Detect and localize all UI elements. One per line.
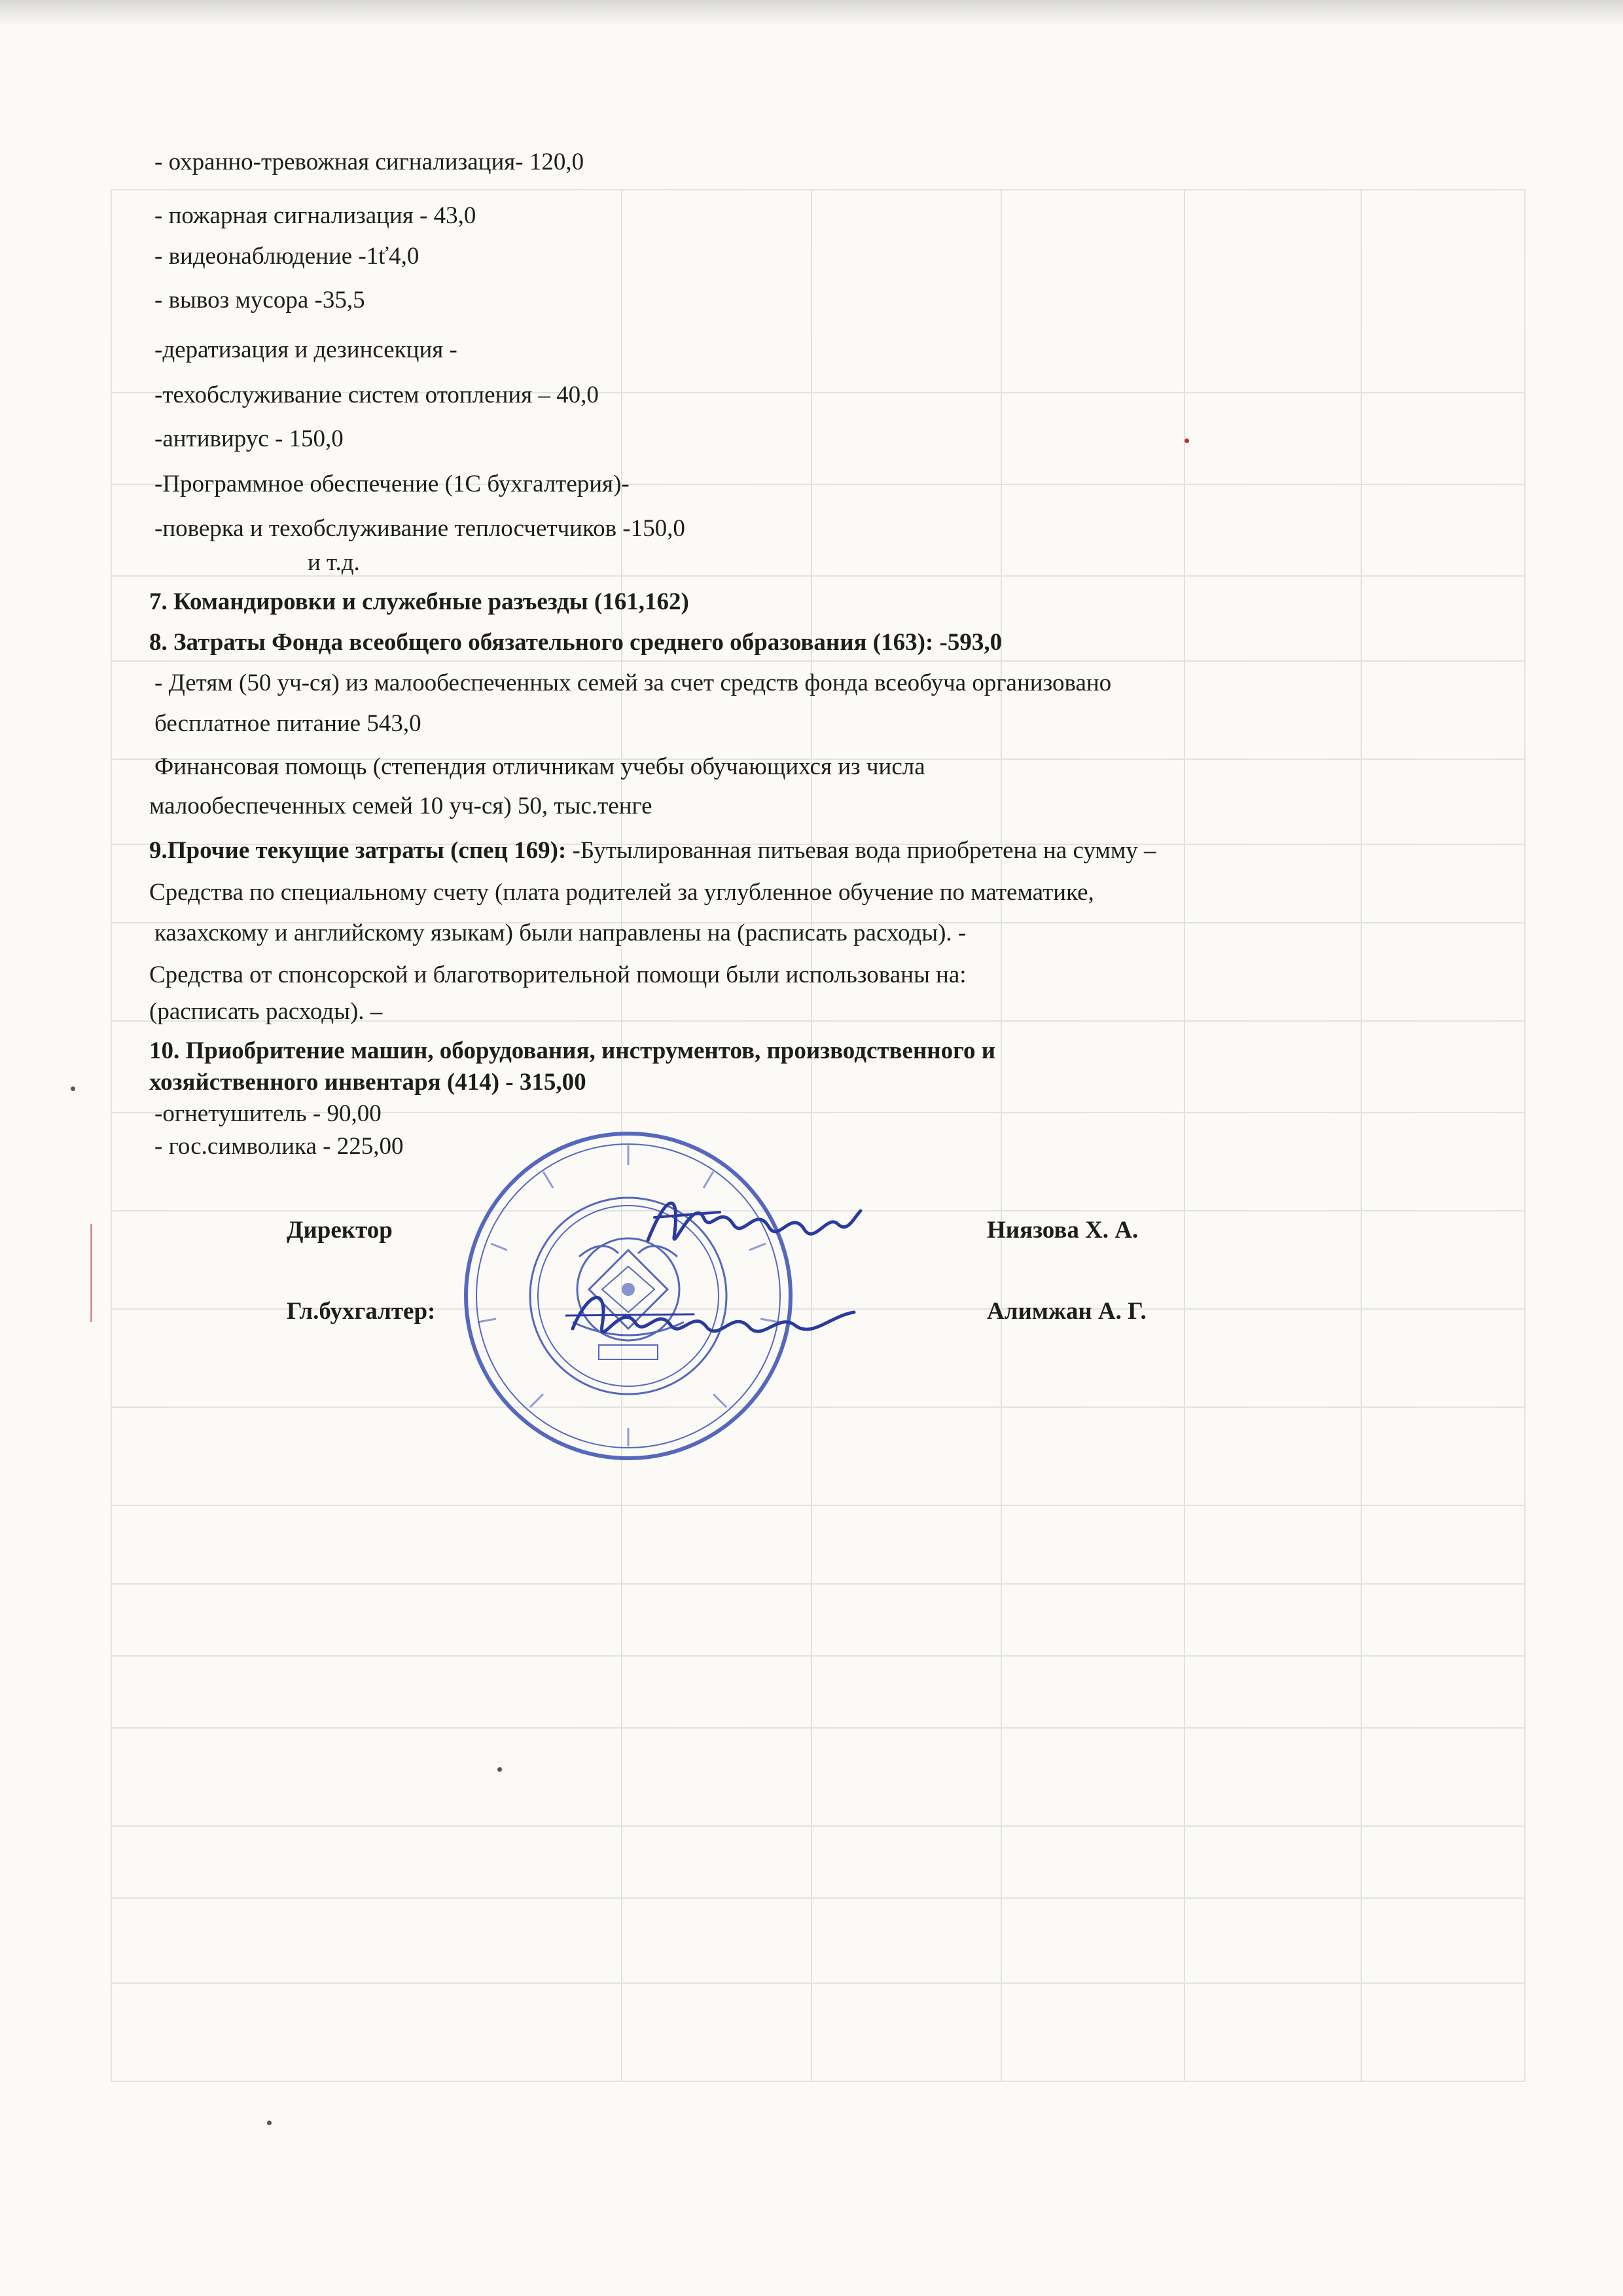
text-line: малообеспеченных семей 10 уч-ся) 50, тыс.тенге — [149, 793, 652, 819]
text-line: Финансовая помощь (степендия отличникам учебы обучающихся из числа — [154, 753, 925, 780]
section-heading-9 — [149, 836, 1156, 865]
scan-speck — [497, 1767, 502, 1772]
text-line: - гос.символика - 225,00 — [154, 1133, 404, 1160]
scan-edge-shadow — [0, 0, 1623, 26]
text-line: -антивирус - 150,0 — [154, 425, 344, 452]
red-mark — [1185, 439, 1189, 443]
text-line: - Детям (50 уч-ся) из малообеспеченных семей за счет средств фонда всеобуча организовано — [154, 670, 1112, 696]
section-heading-8: 8. Затраты Фонда всеобщего обязательного среднего образования (163): -593,0 — [149, 629, 1003, 656]
director-title: Директор — [287, 1217, 393, 1244]
director-signature — [641, 1178, 864, 1263]
accountant-signature — [563, 1276, 864, 1355]
text-line: - охранно-тревожная сигнализация- 120,0 — [154, 149, 584, 175]
accountant-title: Гл.бухгалтер: — [287, 1298, 436, 1325]
text-line: -огнетушитель - 90,00 — [154, 1100, 382, 1127]
scan-speck — [71, 1086, 75, 1091]
section-heading-7: 7. Командировки и служебные разъезды (161,162) — [149, 588, 689, 615]
text-line: казахскому и английскому языкам) были направлены на (расписать расходы). - — [154, 920, 967, 946]
text-line: бесплатное питание 543,0 — [154, 710, 421, 737]
director-name: Ниязова Х. А. — [987, 1217, 1139, 1244]
text-line: - пожарная сигнализация - 43,0 — [154, 202, 476, 229]
scan-speck — [267, 2121, 272, 2125]
text-line: -техобслуживание систем отопления – 40,0 — [154, 382, 599, 408]
text-line: -дератизация и дезинсекция - — [154, 336, 457, 363]
text-line: -Программное обеспечение (1С бухгалтерия)- — [154, 471, 630, 497]
accountant-name: Алимжан А. Г. — [987, 1298, 1147, 1325]
section-heading-10-cont: хозяйственного инвентаря (414) - 315,00 — [149, 1069, 586, 1096]
section-9-title: 9.Прочие текущие затраты (спец 169): — [149, 837, 567, 864]
text-line: -поверка и техобслуживание теплосчетчиков -150,0 — [154, 515, 685, 542]
text-line: Средства по специальному счету (плата родителей за углубленное обучение по математике, — [149, 879, 1094, 906]
section-9-text: -Бутылированная питьевая вода приобретена на сумму – — [566, 837, 1156, 864]
text-line: (расписать расходы). – — [149, 998, 383, 1025]
text-line: - видеонаблюдение -1ť4,0 — [154, 243, 419, 270]
text-line: - вывоз мусора -35,5 — [154, 287, 365, 314]
section-heading-10: 10. Приобритение машин, оборудования, инструментов, производственного и — [149, 1037, 996, 1064]
text-line: Средства от спонсорской и благотворительной помощи были использованы на: — [149, 961, 967, 988]
text-line: и т.д. — [308, 549, 360, 576]
margin-mark — [90, 1224, 92, 1322]
